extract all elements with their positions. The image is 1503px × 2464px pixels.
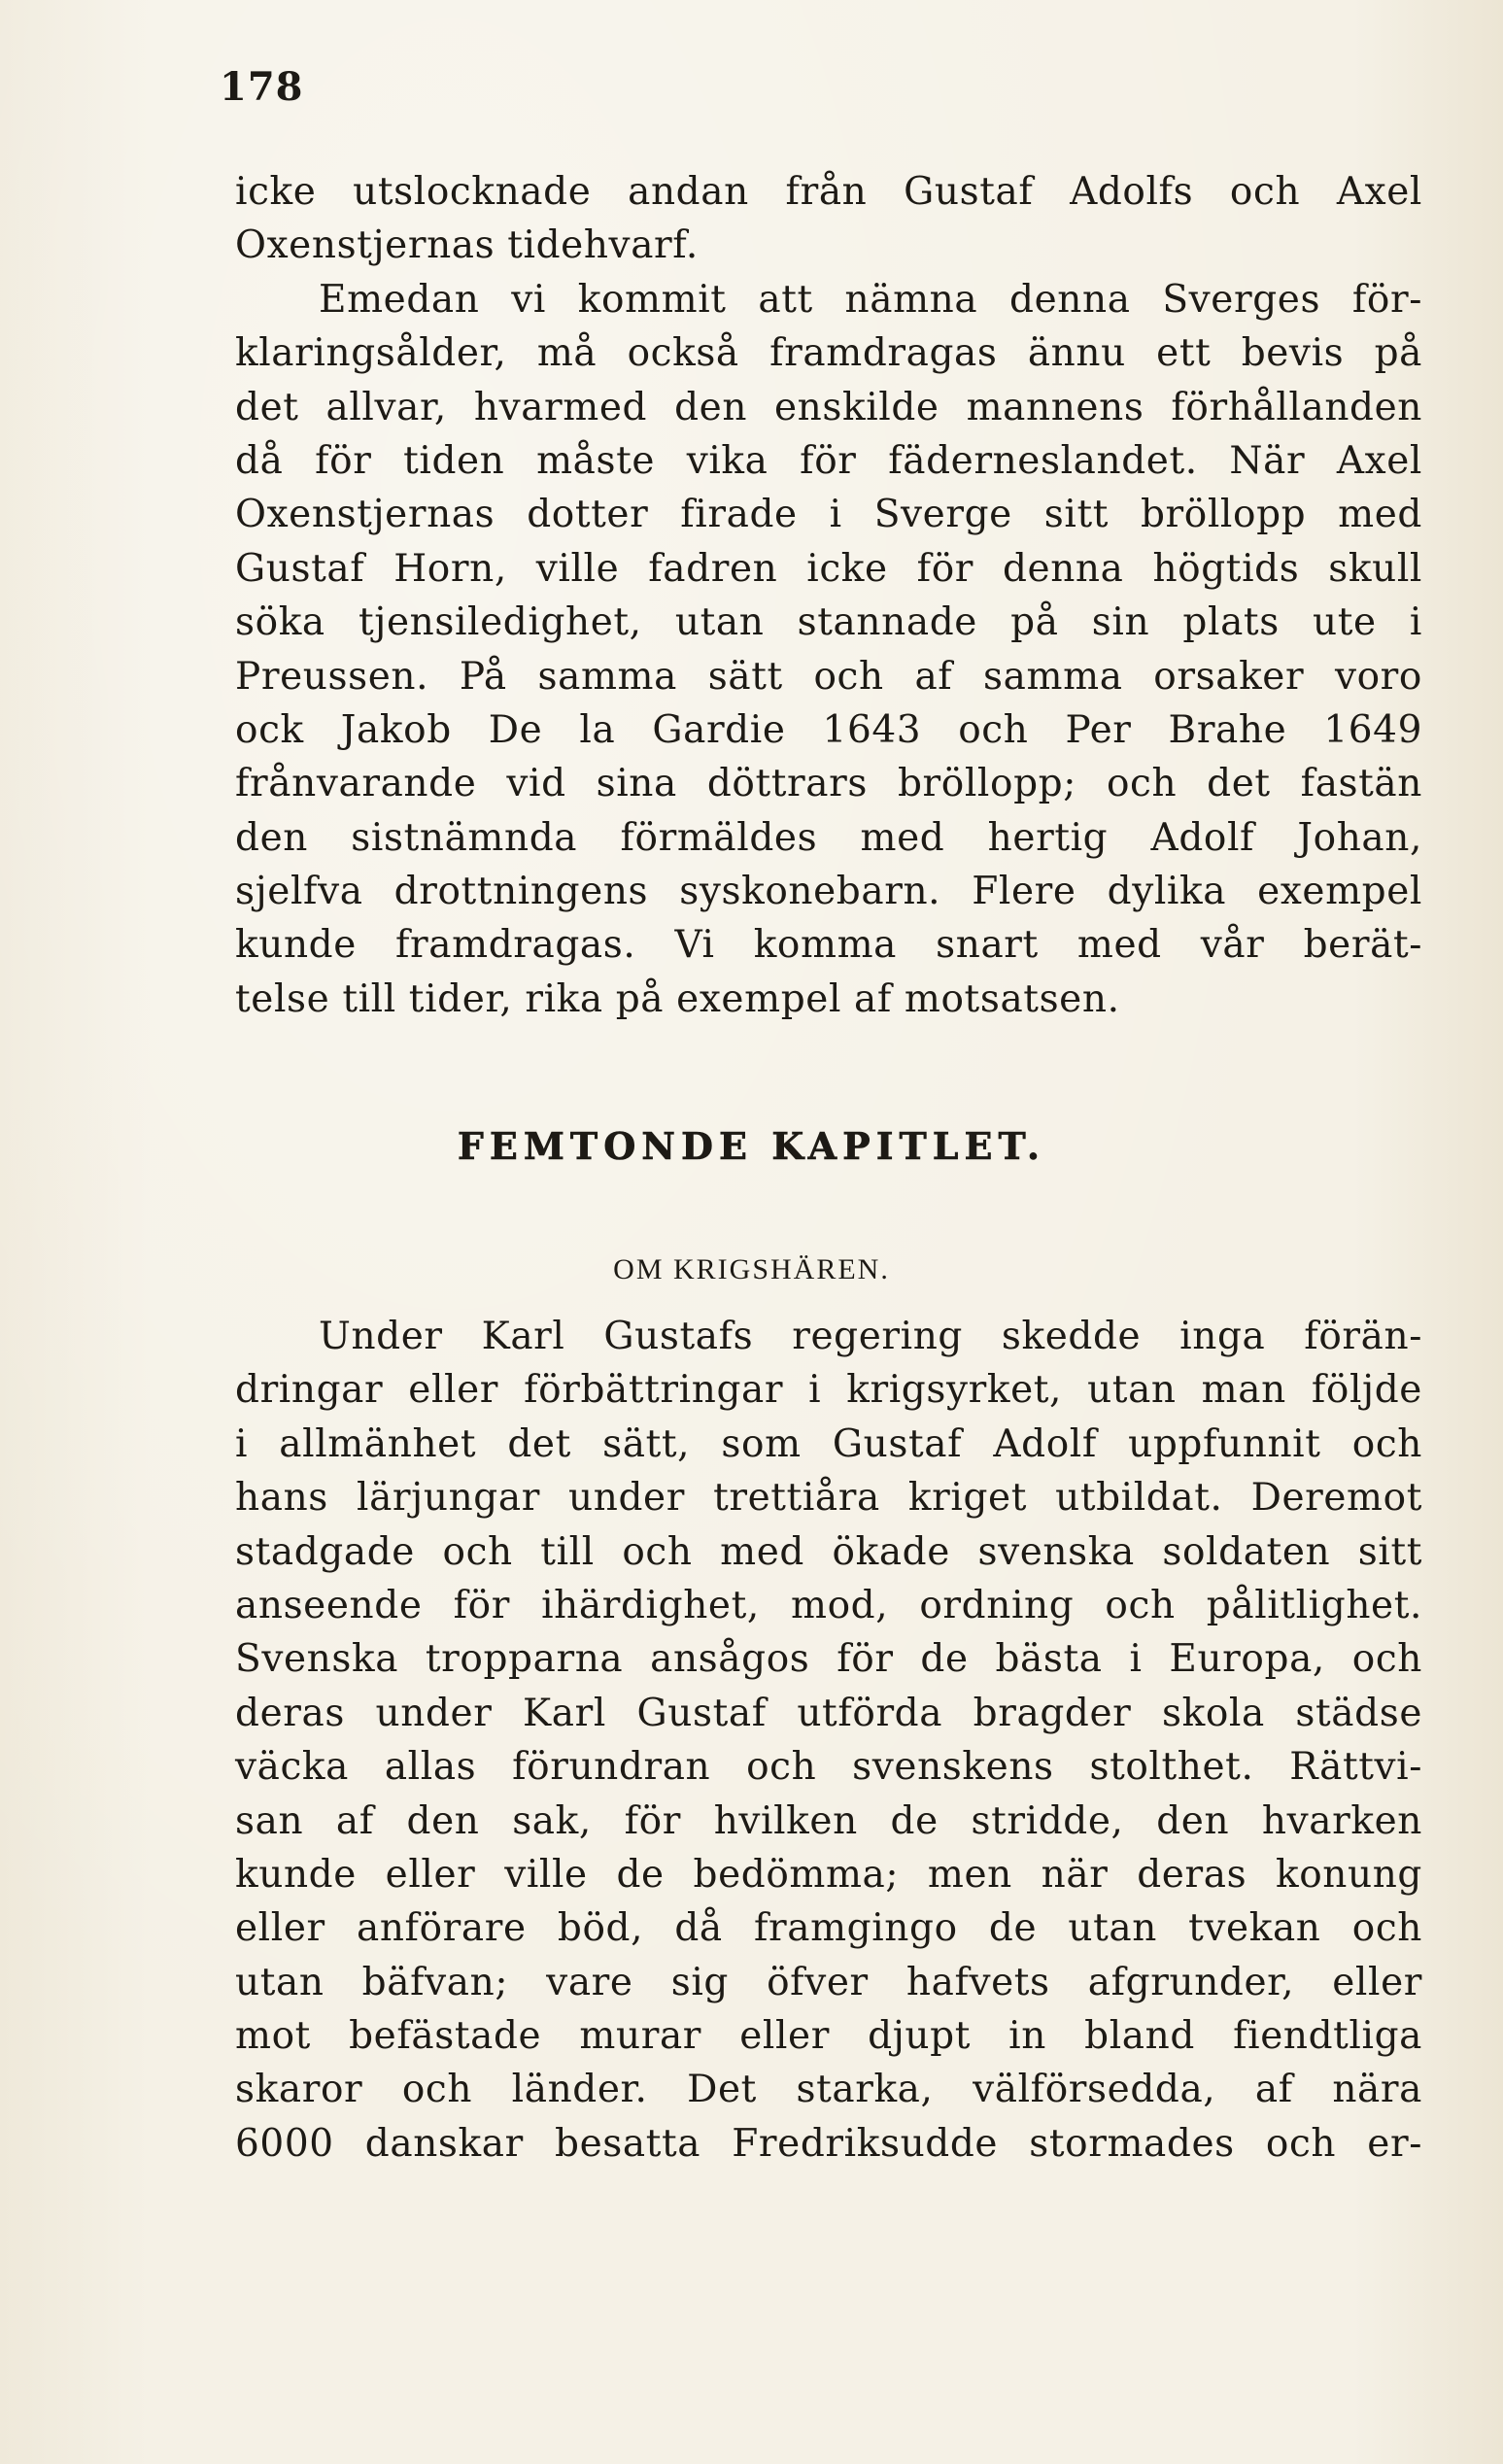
text-line: dringar eller förbättringar i krigsyrket, utan man följde — [235, 1368, 1422, 1413]
text-line: skaror och länder. Det starka, välförsedda, af nära — [235, 2068, 1422, 2112]
text-line: i allmänhet det sätt, som Gustaf Adolf uppfunnit och — [235, 1421, 1422, 1466]
text-line: deras under Karl Gustaf utförda bragder skola städse — [235, 1691, 1422, 1735]
text-line: stadgade och till och med ökade svenska soldaten sitt — [235, 1529, 1422, 1574]
text-block-bottom — [235, 1310, 1422, 2171]
text-line: söka tjensiledighet, utan stannade på sin plats ute i — [235, 600, 1422, 645]
text-line: då för tiden måste vika för fäderneslandet. När Axel — [235, 438, 1422, 483]
text-line: kunde framdragas. Vi komma snart med vår berät- — [235, 923, 1422, 968]
text-line: 6000 danskar besatta Fredriksudde stormades och er- — [235, 2121, 1422, 2166]
text-line: hans lärjungar under trettiåra kriget utbildat. Deremot — [235, 1476, 1422, 1521]
text-line: klaringsålder, må också framdragas ännu ett bevis på — [235, 331, 1422, 376]
chapter-title: FEMTONDE KAPITLET. — [457, 1124, 1046, 1168]
text-line: anseende för ihärdighet, mod, ordning och pålitlighet. — [235, 1583, 1422, 1627]
text-block-top — [235, 165, 1422, 1026]
text-line: sjelfva drottningens syskonebarn. Flere dylika exempel — [235, 870, 1422, 914]
text-line: mot befästade murar eller djupt in bland fiendtliga — [235, 2014, 1422, 2059]
text-line: Svenska tropparna ansågos för de bästa i Europa, och — [235, 1637, 1422, 1682]
text-line: utan bäfvan; vare sig öfver hafvets afgrunder, eller — [235, 1960, 1422, 2004]
text-line: ock Jakob De la Gardie 1643 och Per Brahe 1649 — [235, 707, 1422, 752]
text-line: Under Karl Gustafs regering skedde inga förän- — [319, 1315, 1422, 1358]
text-line: Oxenstjernas dotter firade i Sverge sitt bröllopp med — [235, 493, 1422, 537]
text-line: Gustaf Horn, ville fadren icke för denna högtids skull — [235, 546, 1422, 591]
text-line: icke utslocknade andan från Gustaf Adolfs och Axel — [235, 170, 1422, 214]
text-line: frånvarande vid sina döttrars bröllopp; och det fastän — [235, 762, 1422, 806]
text-line: telse till tider, rika på exempel af motsatsen. — [235, 976, 1120, 1021]
text-line: Preussen. På samma sätt och af samma orsaker voro — [235, 654, 1422, 699]
text-line: väcka allas förundran och svenskens stolthet. Rättvi- — [235, 1745, 1422, 1790]
text-line: det allvar, hvarmed den enskilde mannens förhållanden — [235, 385, 1422, 429]
text-line: Oxenstjernas tidehvarf. — [235, 223, 699, 268]
text-line: kunde eller ville de bedömma; men när deras konung — [235, 1852, 1422, 1897]
page-number: 178 — [220, 64, 304, 110]
text-line: den sistnämnda förmäldes med hertig Adolf Johan, — [235, 815, 1422, 860]
text-line: san af den sak, för hvilken de stridde, den hvarken — [235, 1798, 1422, 1843]
text-line: Emedan vi kommit att nämna denna Sverges för- — [319, 277, 1422, 322]
chapter-subtitle: OM KRIGSHÄREN. — [613, 1253, 890, 1285]
text-line: eller anförare böd, då framgingo de utan tvekan och — [235, 1906, 1422, 1951]
